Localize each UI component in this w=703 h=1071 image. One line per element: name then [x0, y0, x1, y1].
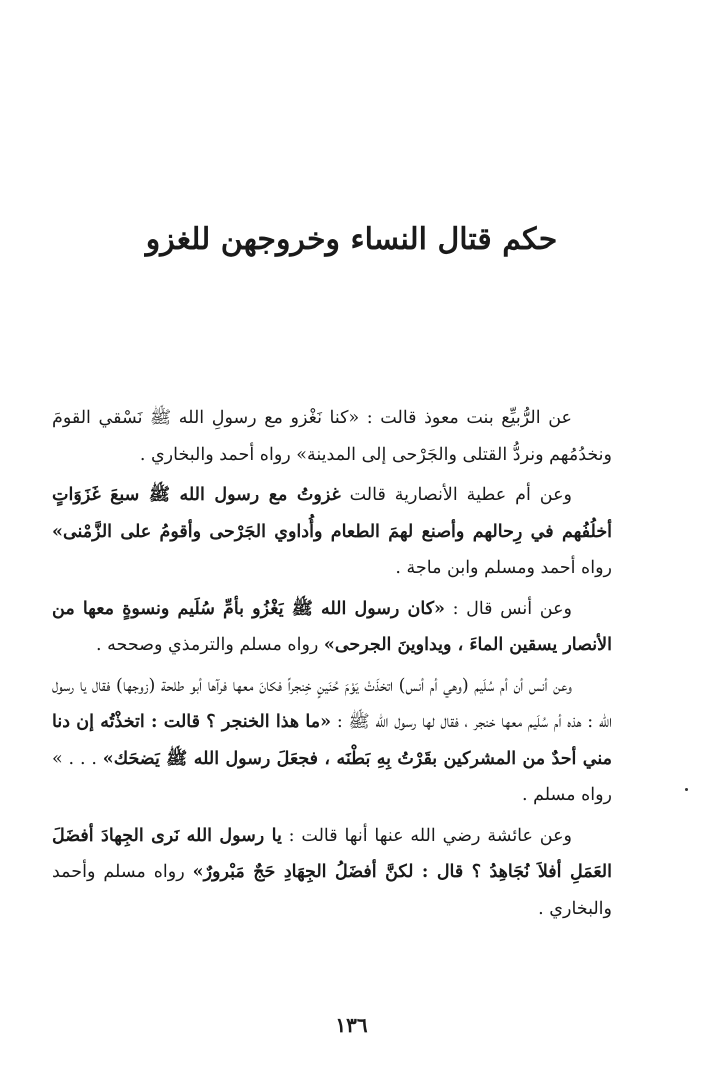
paragraph-4-source: . . . » رواه مسلم . [52, 748, 612, 805]
hadith-paragraph-4 [52, 668, 612, 814]
paragraph-2-quote: غزوتُ مع رسول الله ﷺ سبعَ غَزَوَاتٍ أخلُفُهم في رِحالهم وأصنع لهمَ الطعام وأُداوي الجَرْحى وأقومُ على الزَّمْنى» [52, 485, 612, 542]
paragraph-2-source: رواه أحمد ومسلم وابن ماجة . [395, 558, 612, 578]
page-number: ١٣٦ [335, 1013, 368, 1037]
paragraph-1-source: رواه أحمد والبخاري . [139, 444, 297, 465]
paragraph-3-source: رواه مسلم والترمذي وصححه . [96, 635, 324, 655]
paragraph-5-quote: يا رسول الله نَرى الجِهادَ أفضَلَ العَمَلِ أفلاَ نُجَاهِدُ ؟ قال : لكنَّ أفضَلُ الجِهَادِ حَجٌ مَبْرورٌ» [52, 825, 612, 882]
paragraph-3-intro: وعن أنس قال : [444, 598, 572, 619]
paragraph-1-text: عن الرُّبيِّع بنت معوذ قالت : «كنا نَغْزو مع رسولِ الله ﷺ نَسْقي القومَ ونخدُمُهم ونردُّ القتلى والجَرْحى إلى المدينة» [52, 408, 612, 465]
paragraph-5-intro: وعن عائشة رضي الله عنها أنها قالت : [281, 825, 573, 846]
hadith-paragraph-1 [52, 400, 612, 473]
chapter-title: حكم قتال النساء وخروجهن للغزو [145, 222, 558, 257]
paragraph-4-intro: وعن أنس أن أم سُلَيم (وهي أم أنس) اتخذَتْ يَوْمَ حُنَينٍ خِنجراً فكانَ معها فرآها أبو طلحة (زوجها) فقال يا رسول الله : هذه أم سُلَيم معها خنجر ، فقال لها رسول الله ﷺ : [52, 675, 612, 732]
text-body [52, 400, 612, 927]
paragraph-2-intro: وعن أم عطية الأنصارية قالت [340, 485, 572, 505]
hadith-paragraph-5 [52, 818, 612, 928]
hadith-paragraph-3 [52, 591, 612, 664]
paragraph-4-quote: «ما هذا الخنجر ؟ قالت : اتخذْتُه إن دنا مني أحدٌ من المشركين بقَرْتُ بِهِ بَطْنَه ، فجعَلَ رسول الله ﷺ يَضحَك» [52, 712, 612, 769]
hadith-paragraph-2 [52, 477, 612, 587]
paragraph-5-source: رواه مسلم وأحمد والبخاري . [52, 862, 612, 919]
margin-dot [685, 788, 688, 791]
paragraph-3-quote: «كان رسول الله ﷺ يَغْزُو بأمِّ سُلَيم ونسوةٍ معها من الأنصار يسقين الماءَ ، ويداوينَ الجرحى» [52, 598, 612, 655]
